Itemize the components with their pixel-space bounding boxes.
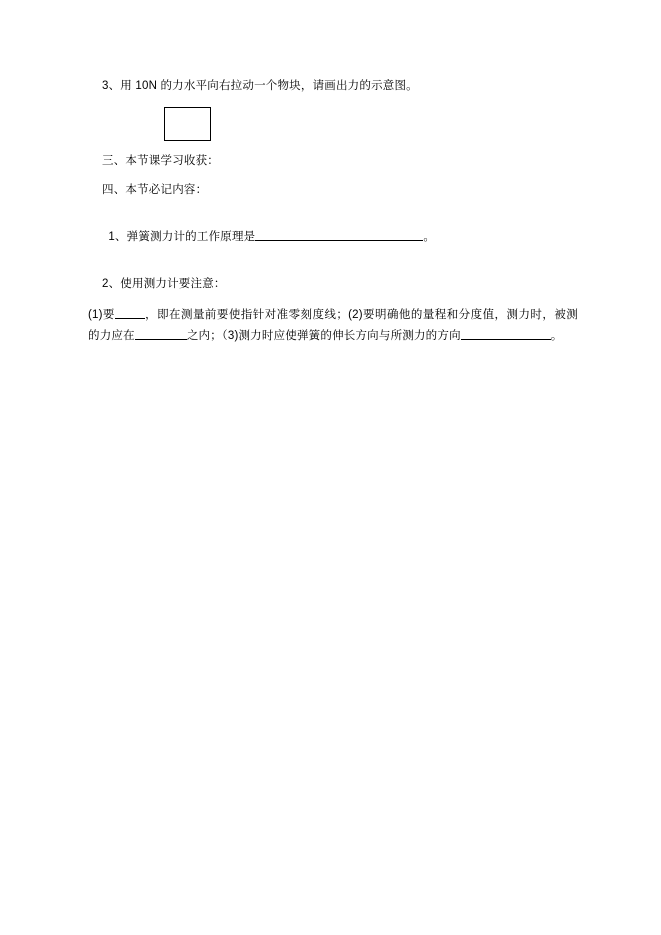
- item-3-part-e: 。: [550, 329, 563, 342]
- item-3-part-a: (1)要: [88, 308, 115, 321]
- rectangle-block-shape: [164, 107, 211, 141]
- item-1-line: [88, 210, 578, 264]
- item-2-line: 2、使用测力计要注意：: [102, 277, 226, 290]
- section-four-heading: 四、本节必记内容：: [102, 183, 208, 196]
- fill-blank-3[interactable]: [135, 327, 187, 340]
- item-3-part-b: ，即在测量前要使指针对准零刻度线；(2)要明确他的量程和分度值，测力: [144, 308, 531, 321]
- question-3-text: 3、用 10N 的力水平向右拉动一个物块，请画出力的示意图。: [102, 80, 418, 92]
- item-3-paragraph: [88, 305, 578, 348]
- fill-blank-4[interactable]: [461, 327, 551, 340]
- section-three-heading: 三、本节课学习收获：: [102, 154, 219, 167]
- figure-area: [88, 107, 578, 141]
- fill-blank-2[interactable]: [115, 306, 145, 319]
- document-content: [88, 78, 578, 347]
- fill-blank-1[interactable]: [255, 228, 423, 241]
- item-3-part-c: 时，被测的力应在: [88, 308, 578, 342]
- item-1-suffix: 。: [423, 231, 436, 244]
- item-1-prefix: 1、弹簧测力计的工作原理是: [108, 231, 256, 244]
- item-3-part-d: 之内；（3)测力时应使弹簧的伸长方向与所测力的方向: [186, 329, 461, 342]
